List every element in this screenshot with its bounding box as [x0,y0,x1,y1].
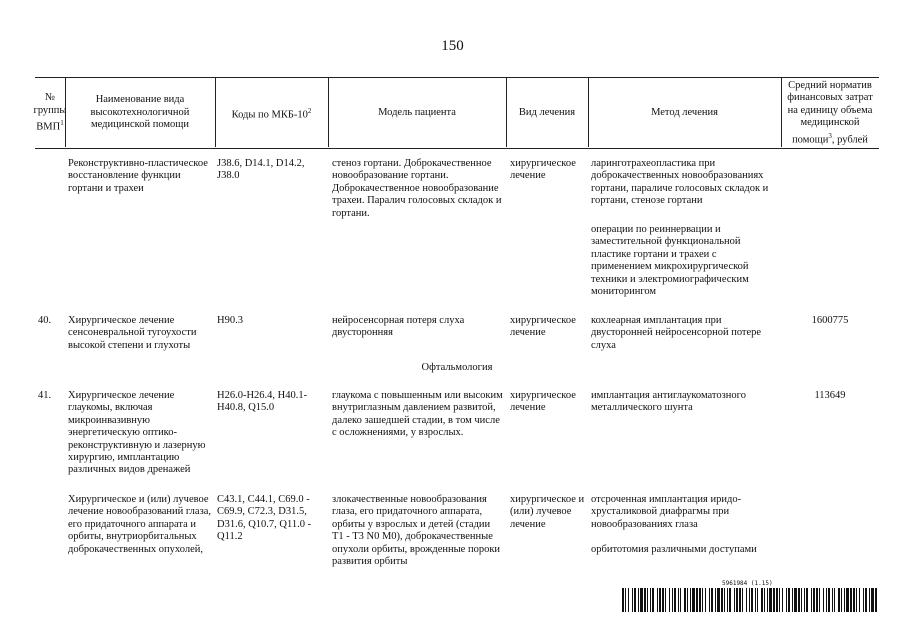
header-divider [215,77,216,147]
row1-method-1: ларинготрахеопластика при доброкачественных новообразованиях гортани, параличе голосовых складок и гортани, стенозе гортани [591,158,769,207]
header-group-number: № группы ВМП$^1$ [33,92,67,133]
header-icd-codes: Коды по МКБ-$10^2$ [231,106,312,120]
row40-method: кохлеарная имплантация при двусторонней нейросенсорной потере слуха [591,315,762,351]
row41-type: хирургическое лечение [510,390,576,414]
table-header [35,77,879,149]
row1-type: хирургическое лечение [510,158,576,182]
document-code: 5961984 (1.15) [722,580,773,587]
header-divider [65,77,66,147]
barcode-icon [622,588,879,612]
row42-codes: C43.1, C44.1, C69.0 - C69.9, C72.3, D31.5, D31.6, Q10.7, Q11.0 - Q11.2 [217,494,312,543]
row1-name: Реконструктивно-пластическое восстановление функции гортани и трахеи [68,158,208,194]
row40-codes: H90.3 [217,315,243,326]
header-patient-model: Модель пациента [378,106,456,118]
header-vmp-name: Наименование вида высокотехнологичной медицинской помощи [90,94,190,131]
row42-method-1: отсроченная имплантация иридо-хрусталиковой диафрагмы при новообразованиях глаза [591,494,742,530]
row41-number: 41. [38,390,52,401]
row41-name: Хирургическое лечение глаукомы, включая микроинвазивную энергетическую оптико-реконструктивную и лазерную хирургию, имплантацию различных видов дренажей [68,390,206,476]
row42-name: Хирургическое и (или) лучевое лечение новообразований глаза, его придаточного аппарата и орбиты, внутриорбитальных доброкачественных опухолей, [68,494,212,555]
header-treatment-type: Вид лечения [518,106,576,118]
header-divider [328,77,329,147]
header-cost-standard: Средний норматив финансовых затрат на единицу объема медицинской помощи$^3$, рублей [787,79,873,145]
row40-name: Хирургическое лечение сенсоневральной тугоухости высокой степени и глухоты [68,315,197,351]
row42-method-2: орбитотомия различными доступами [591,544,757,555]
header-divider [781,77,782,147]
row1-model: стеноз гортани. Доброкачественное новообразование гортани. Доброкачественное новообразование трахеи. Паралич голосовых складок и гортани. [332,158,502,219]
header-divider [588,77,589,147]
row40-model: нейросенсорная потеря слуха двусторонняя [332,315,465,339]
row40-number: 40. [38,315,52,326]
header-divider [506,77,507,147]
row41-codes: H26.0-H26.4, H40.1- H40.8, Q15.0 [217,390,308,414]
row1-codes: J38.6, D14.1, D14.2, J38.0 [217,158,305,182]
row40-type: хирургическое лечение [510,315,576,339]
row1-method-2: операции по реиннервации и заместительной функциональной пластике гортани и трахеи с применением микрохирургической техники и электромиографическим мониторингом [591,224,749,298]
row42-type: хирургическое и (или) лучевое лечение [510,494,585,530]
row41-method: имплантация антиглаукоматозного металлического шунта [591,390,746,414]
header-treatment-method: Метод лечения [651,106,718,118]
row41-cost: 113649 [814,390,846,401]
row40-cost: 1600775 [811,315,849,326]
row41-model: глаукома с повышенным или высоким внутриглазным давлением развитой, далеко зашедшей стадии, в том числе с осложнениями, у взрослых. [332,390,503,439]
page-number: 150 [441,38,464,54]
row42-model: злокачественные новообразования глаза, его придаточного аппарата, орбиты у взрослых и детей (стадии T1 - T3 N0 M0), доброкачественные опухоли орбиты, врожденные пороки развития орбиты [332,494,501,568]
section-title: Офтальмология [421,362,493,373]
